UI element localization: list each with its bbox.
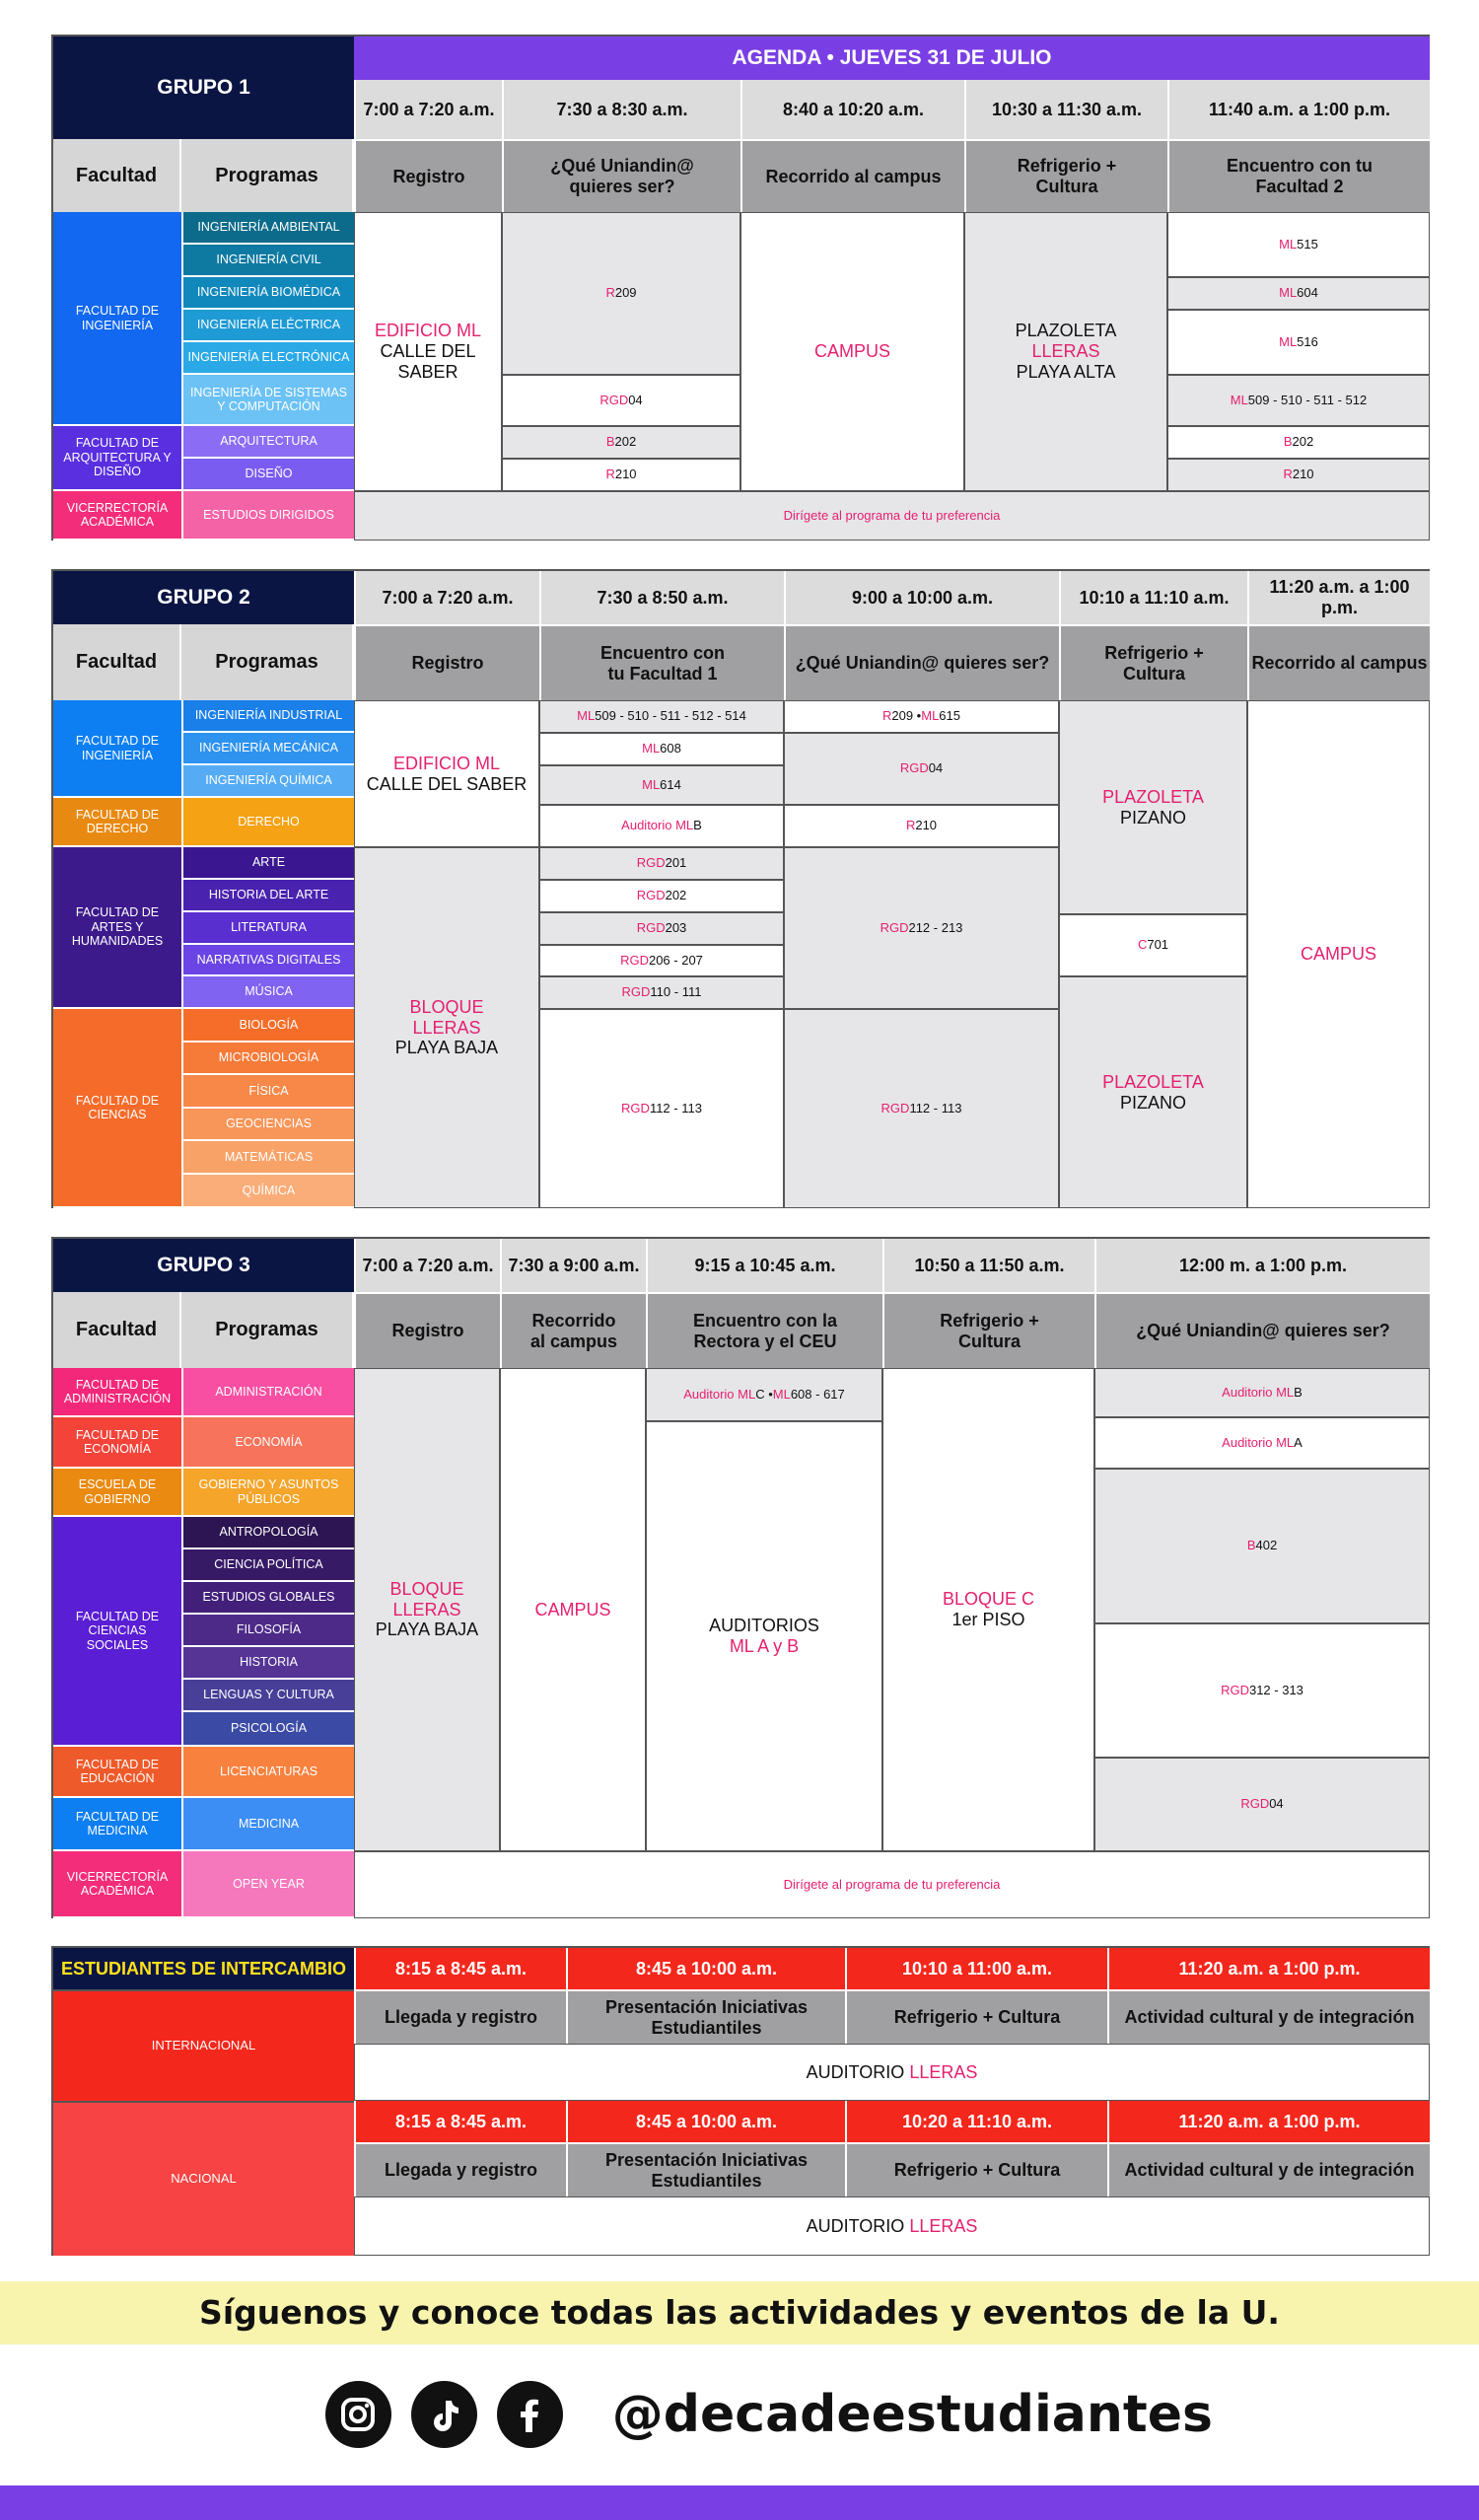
- program-item: INGENIERÍA DE SISTEMAS Y COMPUTACIÓN: [181, 375, 354, 426]
- auditorio-location: [354, 2196, 1430, 2256]
- room-cell: [784, 847, 1059, 1009]
- room-cell: [1094, 1417, 1430, 1469]
- room-cell: [1167, 277, 1430, 310]
- dirigete-note: Dirígete al programa de tu preferencia: [354, 491, 1430, 540]
- programas-header: Programas: [181, 624, 354, 700]
- room-cell: [539, 912, 784, 945]
- facultad-header: Facultad: [53, 139, 181, 212]
- room-prefix: ML: [1230, 392, 1248, 407]
- intercambio-title: ESTUDIANTES DE INTERCAMBIO: [53, 1948, 354, 1989]
- activity-header: Llegada y registro: [354, 2142, 566, 2196]
- room-number: 516: [1297, 333, 1318, 349]
- room-number: 608: [660, 741, 681, 756]
- program-item: LENGUAS Y CULTURA: [181, 1680, 354, 1712]
- room-cell: [784, 733, 1059, 805]
- room-number: 209 •: [891, 708, 922, 724]
- activity-header: Actividad cultural y de integración: [1107, 1989, 1430, 2044]
- room-prefix: RGD: [636, 888, 666, 903]
- agenda-banner: AGENDA • JUEVES 31 DE JULIO: [354, 36, 1430, 80]
- room-prefix: ML: [642, 776, 661, 792]
- time-slot: 7:00 a 7:20 a.m.: [354, 80, 502, 139]
- activity-header: Actividad cultural y de integración: [1107, 2142, 1430, 2196]
- dirigete-note: Dirígete al programa de tu preferencia: [354, 1851, 1430, 1918]
- auditorio-location: [354, 2044, 1430, 2101]
- location-highlight: LLERAS: [392, 1599, 461, 1620]
- activity-header: Encuentro con tu Facultad 2: [1167, 139, 1430, 212]
- room-prefix: ML: [772, 1386, 791, 1402]
- room-number: 112 - 113: [649, 1100, 702, 1116]
- time-slot: 9:15 a 10:45 a.m.: [646, 1239, 882, 1292]
- follow-banner: [0, 2281, 1479, 2344]
- time-slot: 7:00 a 7:20 a.m.: [354, 571, 539, 624]
- room-cell: [1094, 1758, 1430, 1851]
- room-cell: [1167, 375, 1430, 426]
- room-number: 202: [614, 434, 637, 450]
- room-number: A: [1294, 1434, 1303, 1450]
- room-cell: [1167, 459, 1430, 491]
- bottom-bar: [0, 2485, 1479, 2520]
- program-item: FILOSOFÍA: [181, 1615, 354, 1647]
- time-slot: 7:30 a 8:30 a.m.: [502, 80, 740, 139]
- program-item: ECONOMÍA: [181, 1417, 354, 1469]
- room-number: 203: [665, 920, 687, 936]
- facebook-icon[interactable]: [497, 2381, 563, 2448]
- time-slot: 8:45 a 10:00 a.m.: [566, 2101, 845, 2142]
- social-row: [325, 2380, 1213, 2449]
- refrigerio-location: [964, 212, 1167, 491]
- program-item: QUÍMICA: [181, 1175, 354, 1208]
- program-item: INGENIERÍA QUÍMICA: [181, 765, 354, 798]
- faculty-label: FACULTAD DE INGENIERÍA: [53, 212, 181, 426]
- room-number: 614: [660, 776, 681, 792]
- grupo-1-title: GRUPO 1: [53, 36, 354, 139]
- room-number: 509 - 510 - 511 - 512 - 514: [595, 708, 746, 724]
- room-prefix: R: [1283, 467, 1293, 482]
- room-number: 212 - 213: [908, 919, 963, 935]
- faculty-label: FACULTAD DE ECONOMÍA: [53, 1417, 181, 1469]
- time-slot: 10:50 a 11:50 a.m.: [882, 1239, 1094, 1292]
- activity-header: Recorrido al campus: [500, 1292, 646, 1368]
- faculty-label: ESCUELA DE GOBIERNO: [53, 1469, 181, 1517]
- activity-header: ¿Qué Uniandin@ quieres ser?: [502, 139, 740, 212]
- location-text: PLAZOLETA: [1015, 321, 1117, 341]
- program-item: INGENIERÍA CIVIL: [181, 245, 354, 277]
- program-item: INGENIERÍA AMBIENTAL: [181, 212, 354, 245]
- room-prefix: RGD: [636, 855, 666, 871]
- internacional-label: INTERNACIONAL: [53, 1989, 354, 2101]
- program-item: LITERATURA: [181, 912, 354, 945]
- programas-header: Programas: [181, 139, 354, 212]
- facultad-header: Facultad: [53, 1292, 181, 1368]
- activity-header: Refrigerio + Cultura: [964, 139, 1167, 212]
- time-slot: 12:00 m. a 1:00 p.m.: [1094, 1239, 1430, 1292]
- program-item: ANTROPOLOGÍA: [181, 1517, 354, 1549]
- room-prefix: ML: [577, 708, 596, 724]
- room-prefix: R: [605, 285, 615, 301]
- program-item: INGENIERÍA INDUSTRIAL: [181, 700, 354, 733]
- room-number: B: [1294, 1384, 1303, 1400]
- room-number: 201: [665, 855, 687, 871]
- location-text: AUDITORIOS: [709, 1616, 819, 1636]
- location-text: PIZANO: [1119, 807, 1186, 828]
- room-prefix: R: [905, 818, 916, 833]
- room-prefix: Auditorio ML: [621, 818, 694, 833]
- room-number: 615: [939, 708, 960, 724]
- room-cell: [1059, 914, 1247, 976]
- room-prefix: RGD: [899, 760, 929, 776]
- activity-header: Llegada y registro: [354, 1989, 566, 2044]
- activity-header: Encuentro con tu Facultad 1: [539, 624, 784, 700]
- room-prefix: RGD: [880, 1100, 910, 1116]
- program-item: INGENIERÍA BIOMÉDICA: [181, 277, 354, 310]
- room-prefix: RGD: [621, 1100, 650, 1116]
- room-cell: [646, 1368, 882, 1421]
- tiktok-icon[interactable]: [411, 2381, 477, 2448]
- room-cell: [539, 765, 784, 805]
- time-slot: 7:30 a 8:50 a.m.: [539, 571, 784, 624]
- time-slot: 11:20 a.m. a 1:00 p.m.: [1107, 1948, 1430, 1989]
- location-highlight: BLOQUE C: [942, 1589, 1035, 1610]
- room-number: 210: [1292, 467, 1314, 482]
- program-item: HISTORIA: [181, 1647, 354, 1680]
- time-slot: 8:40 a 10:20 a.m.: [740, 80, 964, 139]
- nacional-label: NACIONAL: [53, 2101, 354, 2256]
- location-highlight: LLERAS: [1031, 341, 1100, 362]
- room-prefix: RGD: [636, 920, 666, 936]
- location-highlight: BLOQUE: [409, 996, 484, 1017]
- time-slot: 10:20 a 11:10 a.m.: [845, 2101, 1107, 2142]
- campus-location: CAMPUS: [1247, 700, 1430, 1208]
- program-item: PSICOLOGÍA: [181, 1712, 354, 1747]
- activity-header: ¿Qué Uniandin@ quieres ser?: [1094, 1292, 1430, 1368]
- time-slot: 11:20 a.m. a 1:00 p.m.: [1247, 571, 1430, 624]
- room-number: 04: [1269, 1796, 1284, 1812]
- faculty-label: FACULTAD DE CIENCIAS: [53, 1009, 181, 1208]
- room-cell: [539, 976, 784, 1009]
- program-item: BIOLOGÍA: [181, 1009, 354, 1043]
- room-number: 202: [1292, 434, 1314, 450]
- room-cell: [539, 733, 784, 765]
- location-highlight: EDIFICIO ML: [392, 753, 500, 773]
- room-prefix: ML: [642, 741, 661, 756]
- room-prefix: B: [605, 434, 615, 450]
- room-cell: [539, 945, 784, 976]
- program-item: MICROBIOLOGÍA: [181, 1043, 354, 1075]
- room-prefix: ML: [1279, 333, 1298, 349]
- activity-header: Refrigerio + Cultura: [1059, 624, 1247, 700]
- activity-header: Registro: [354, 624, 539, 700]
- location-highlight: ML A y B: [729, 1636, 800, 1656]
- faculty-label: FACULTAD DE DERECHO: [53, 798, 181, 847]
- program-item: MATEMÁTICAS: [181, 1141, 354, 1175]
- time-slot: 7:30 a 9:00 a.m.: [500, 1239, 646, 1292]
- activity-header: Presentación Iniciativas Estudiantiles: [566, 1989, 845, 2044]
- grupo-3-table: [51, 1237, 1430, 1918]
- location-highlight: BLOQUE: [389, 1578, 464, 1599]
- room-cell: [1094, 1368, 1430, 1417]
- room-cell: [1094, 1469, 1430, 1623]
- location-highlight: EDIFICIO ML: [374, 321, 481, 341]
- room-prefix: RGD: [621, 984, 651, 1000]
- refrigerio-location: [1059, 700, 1247, 914]
- location-text: PLAYA BAJA: [375, 1620, 479, 1640]
- location-highlight: LLERAS: [412, 1017, 481, 1038]
- room-prefix: B: [1246, 1538, 1256, 1553]
- program-item: CIENCIA POLÍTICA: [181, 1549, 354, 1582]
- room-cell: [539, 700, 784, 733]
- campus-location: CAMPUS: [740, 212, 964, 491]
- grupo-3-title: GRUPO 3: [53, 1239, 354, 1292]
- room-prefix: R: [605, 467, 615, 482]
- room-cell: [539, 880, 784, 912]
- location-highlight: PLAZOLETA: [1102, 1071, 1204, 1092]
- grupo-2-title: GRUPO 2: [53, 571, 354, 624]
- room-number: B: [693, 818, 702, 833]
- program-item: ESTUDIOS DIRIGIDOS: [181, 491, 354, 540]
- room-number: 206 - 207: [648, 952, 703, 968]
- program-item: LICENCIATURAS: [181, 1747, 354, 1798]
- room-cell: [502, 375, 740, 426]
- room-cell: [1094, 1623, 1430, 1758]
- faculty-label: FACULTAD DE INGENIERÍA: [53, 700, 181, 798]
- program-item: INGENIERÍA ELECTRÓNICA: [181, 342, 354, 375]
- room-number: 209: [614, 285, 637, 301]
- time-slot: 8:15 a 8:45 a.m.: [354, 1948, 566, 1989]
- time-slot: 10:10 a 11:00 a.m.: [845, 1948, 1107, 1989]
- grupo-1-table: [51, 35, 1430, 540]
- activity-header: Encuentro con la Rectora y el CEU: [646, 1292, 882, 1368]
- program-item: DISEÑO: [181, 459, 354, 491]
- program-item: NARRATIVAS DIGITALES: [181, 945, 354, 976]
- room-prefix: ML: [1279, 285, 1298, 301]
- time-slot: 7:00 a 7:20 a.m.: [354, 1239, 500, 1292]
- room-prefix: ML: [1279, 236, 1298, 252]
- room-cell: [784, 1009, 1059, 1208]
- activity-header: Presentación Iniciativas Estudiantiles: [566, 2142, 845, 2196]
- room-prefix: R: [881, 708, 892, 724]
- program-item: INGENIERÍA ELÉCTRICA: [181, 310, 354, 342]
- registro-location: [354, 700, 539, 847]
- room-prefix: RGD: [1240, 1796, 1270, 1812]
- room-cell: [539, 1009, 784, 1208]
- room-prefix: RGD: [1221, 1682, 1249, 1697]
- refrigerio-location: [1059, 976, 1247, 1208]
- room-cell: [1167, 310, 1430, 375]
- activity-header: Refrigerio + Cultura: [845, 1989, 1107, 2044]
- registro-location: [354, 212, 502, 491]
- intercambio-table: [51, 1946, 1430, 2256]
- room-number: 210: [614, 467, 637, 482]
- room-number: 515: [1297, 236, 1318, 252]
- faculty-label: FACULTAD DE ARQUITECTURA Y DISEÑO: [53, 426, 181, 491]
- location-text: AUDITORIO: [806, 2061, 910, 2082]
- program-item: HISTORIA DEL ARTE: [181, 880, 354, 912]
- room-cell: [539, 847, 784, 880]
- room-number: 604: [1297, 285, 1318, 301]
- program-item: GEOCIENCIAS: [181, 1109, 354, 1141]
- registro-location: [354, 847, 539, 1208]
- faculty-label: FACULTAD DE CIENCIAS SOCIALES: [53, 1517, 181, 1747]
- room-cell: [502, 426, 740, 459]
- room-number: 210: [915, 818, 938, 833]
- room-prefix: C: [1137, 937, 1148, 953]
- programas-header: Programas: [181, 1292, 354, 1368]
- instagram-icon[interactable]: [325, 2381, 391, 2448]
- location-text: PLAYA BAJA: [394, 1038, 499, 1058]
- room-prefix: Auditorio ML: [683, 1386, 756, 1402]
- room-number: 110 - 111: [650, 984, 702, 1000]
- room-number: 112 - 113: [909, 1100, 962, 1116]
- program-item: GOBIERNO Y ASUNTOS PÚBLICOS: [181, 1469, 354, 1517]
- room-cell: [784, 805, 1059, 847]
- registro-location: [354, 1368, 500, 1851]
- time-slot: 11:40 a.m. a 1:00 p.m.: [1167, 80, 1430, 139]
- time-slot: 8:45 a 10:00 a.m.: [566, 1948, 845, 1989]
- room-number: 202: [665, 888, 687, 903]
- room-cell: [784, 700, 1059, 733]
- time-slot: 11:20 a.m. a 1:00 p.m.: [1107, 2101, 1430, 2142]
- room-number: 402: [1255, 1538, 1278, 1553]
- activity-header: Refrigerio + Cultura: [882, 1292, 1094, 1368]
- time-slot: 9:00 a 10:00 a.m.: [784, 571, 1059, 624]
- location-text: CALLE DEL SABER: [380, 341, 476, 382]
- location-highlight: LLERAS: [909, 2215, 978, 2236]
- time-slot: 10:30 a 11:30 a.m.: [964, 80, 1167, 139]
- time-slot: 10:10 a 11:10 a.m.: [1059, 571, 1247, 624]
- location-text: PIZANO: [1119, 1092, 1186, 1113]
- grupo-2-table: [51, 569, 1430, 1208]
- room-prefix: B: [1283, 434, 1293, 450]
- room-number: 04: [928, 760, 944, 776]
- room-cell: [539, 805, 784, 847]
- faculty-label: FACULTAD DE ARTES Y HUMANIDADES: [53, 847, 181, 1009]
- room-prefix: RGD: [620, 952, 649, 968]
- faculty-label: FACULTAD DE ADMINISTRACIÓN: [53, 1368, 181, 1417]
- program-item: MEDICINA: [181, 1798, 354, 1851]
- facultad-header: Facultad: [53, 624, 181, 700]
- room-number: 312 - 313: [1248, 1682, 1303, 1697]
- room-number: 701: [1147, 937, 1169, 953]
- social-handle[interactable]: @decadeestudiantes: [611, 2385, 1213, 2444]
- follow-text: Síguenos y conoce todas las actividades y eventos de la U.: [199, 2293, 1280, 2333]
- refrigerio-location: [882, 1368, 1094, 1851]
- room-prefix: ML: [921, 708, 940, 724]
- room-number: 608 - 617: [790, 1386, 845, 1402]
- program-item: INGENIERÍA MECÁNICA: [181, 733, 354, 765]
- room-cell: [1167, 212, 1430, 277]
- activity-header: Recorrido al campus: [1247, 624, 1430, 700]
- faculty-label: FACULTAD DE MEDICINA: [53, 1798, 181, 1851]
- activity-header: Refrigerio + Cultura: [845, 2142, 1107, 2196]
- room-prefix: RGD: [599, 392, 629, 407]
- location-highlight: LLERAS: [909, 2061, 978, 2082]
- program-item: OPEN YEAR: [181, 1851, 354, 1918]
- program-item: FÍSICA: [181, 1075, 354, 1109]
- program-item: MÚSICA: [181, 976, 354, 1009]
- program-item: ADMINISTRACIÓN: [181, 1368, 354, 1417]
- room-cell: [502, 212, 740, 375]
- activity-header: Registro: [354, 1292, 500, 1368]
- activity-header: ¿Qué Uniandin@ quieres ser?: [784, 624, 1059, 700]
- location-text: 1er PISO: [951, 1610, 1025, 1629]
- room-cell: [502, 459, 740, 491]
- room-prefix: Auditorio ML: [1222, 1434, 1295, 1450]
- location-text: AUDITORIO: [806, 2215, 910, 2236]
- time-slot: 8:15 a 8:45 a.m.: [354, 2101, 566, 2142]
- faculty-label: VICERRECTORÍA ACADÉMICA: [53, 1851, 181, 1918]
- room-prefix: Auditorio ML: [1222, 1384, 1295, 1400]
- campus-location: CAMPUS: [500, 1368, 646, 1851]
- room-cell: [1167, 426, 1430, 459]
- room-prefix: RGD: [880, 919, 909, 935]
- faculty-label: VICERRECTORÍA ACADÉMICA: [53, 491, 181, 540]
- program-item: ARQUITECTURA: [181, 426, 354, 459]
- activity-header: Recorrido al campus: [740, 139, 964, 212]
- room-number: 04: [628, 392, 643, 407]
- faculty-label: FACULTAD DE EDUCACIÓN: [53, 1747, 181, 1798]
- location-text: CALLE DEL SABER: [366, 773, 528, 794]
- location-text: PLAYA ALTA: [1016, 361, 1116, 382]
- program-item: ARTE: [181, 847, 354, 880]
- room-number: 509 - 510 - 511 - 512: [1247, 392, 1368, 407]
- auditorios-location: [646, 1421, 882, 1851]
- room-number: C •: [755, 1386, 773, 1402]
- program-item: ESTUDIOS GLOBALES: [181, 1582, 354, 1615]
- program-item: DERECHO: [181, 798, 354, 847]
- activity-header: Registro: [354, 139, 502, 212]
- location-highlight: PLAZOLETA: [1102, 786, 1204, 807]
